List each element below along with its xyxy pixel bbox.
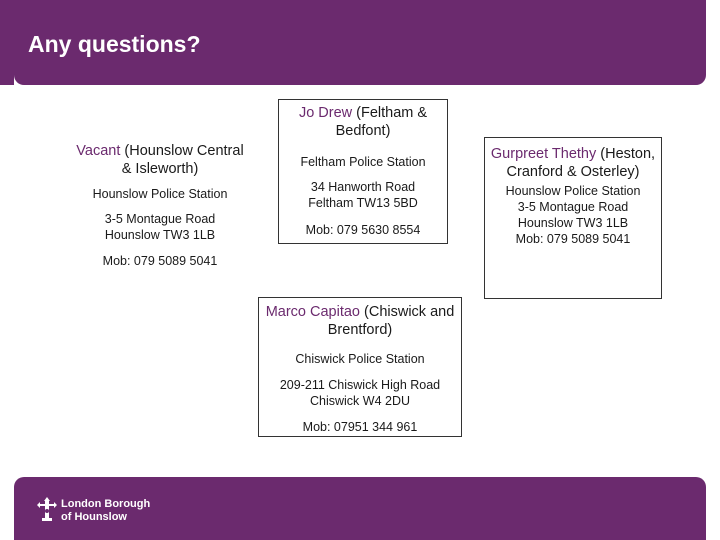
contact-name: Jo Drew xyxy=(298,105,353,121)
contact-address-line-1: 3-5 Montague Road xyxy=(104,212,216,226)
contact-area: (Feltham & Bedfont) xyxy=(335,105,428,139)
contact-mobile: Mob: 07951 344 961 xyxy=(302,420,418,434)
header-edge xyxy=(0,0,14,85)
contact-area: (Hounslow Central & Isleworth) xyxy=(120,143,244,177)
contact-card-marco-capitao xyxy=(258,297,462,437)
page-title: Any questions? xyxy=(28,31,201,57)
contact-heading xyxy=(485,145,661,181)
contact-card-gurpreet-thethy xyxy=(484,137,662,299)
contact-station: Hounslow Police Station xyxy=(92,187,228,201)
contact-station: Feltham Police Station xyxy=(300,155,426,169)
contact-address-line-1: 34 Hanworth Road xyxy=(310,180,416,194)
logo-line-2: of Hounslow xyxy=(61,511,127,523)
contact-address-line-2: Chiswick W4 2DU xyxy=(309,394,410,408)
contact-area: (Chiswick and Brentford) xyxy=(327,304,455,338)
footer-logo-text xyxy=(61,498,150,524)
contact-heading xyxy=(259,303,461,339)
logo-line-1: London Borough xyxy=(61,498,151,510)
contact-mobile: Mob: 079 5089 5041 xyxy=(515,232,631,246)
contact-mobile: Mob: 079 5630 8554 xyxy=(305,223,421,237)
contact-address-line-1: 3-5 Montague Road xyxy=(517,200,629,214)
contact-address-line-2: Hounslow TW3 1LB xyxy=(104,228,216,242)
contact-address-line-2: Hounslow TW3 1LB xyxy=(517,216,629,230)
contact-card-vacant xyxy=(70,142,250,278)
contact-area: (Heston, Cranford & Osterley) xyxy=(506,146,656,180)
contact-card-jo-drew xyxy=(278,99,448,244)
contact-station: Chiswick Police Station xyxy=(295,352,425,366)
contact-name: Vacant xyxy=(76,143,121,159)
contact-heading xyxy=(70,142,250,178)
contact-address-line-2: Feltham TW13 5BD xyxy=(308,196,418,210)
contact-station: Hounslow Police Station xyxy=(505,184,641,198)
borough-crest-icon xyxy=(36,496,58,522)
contact-address-line-1: 209-211 Chiswick High Road xyxy=(279,378,441,392)
contact-heading xyxy=(279,104,447,140)
contact-name: Marco Capitao xyxy=(265,304,360,320)
contact-name: Gurpreet Thethy xyxy=(490,146,597,162)
contact-mobile: Mob: 079 5089 5041 xyxy=(102,254,218,268)
